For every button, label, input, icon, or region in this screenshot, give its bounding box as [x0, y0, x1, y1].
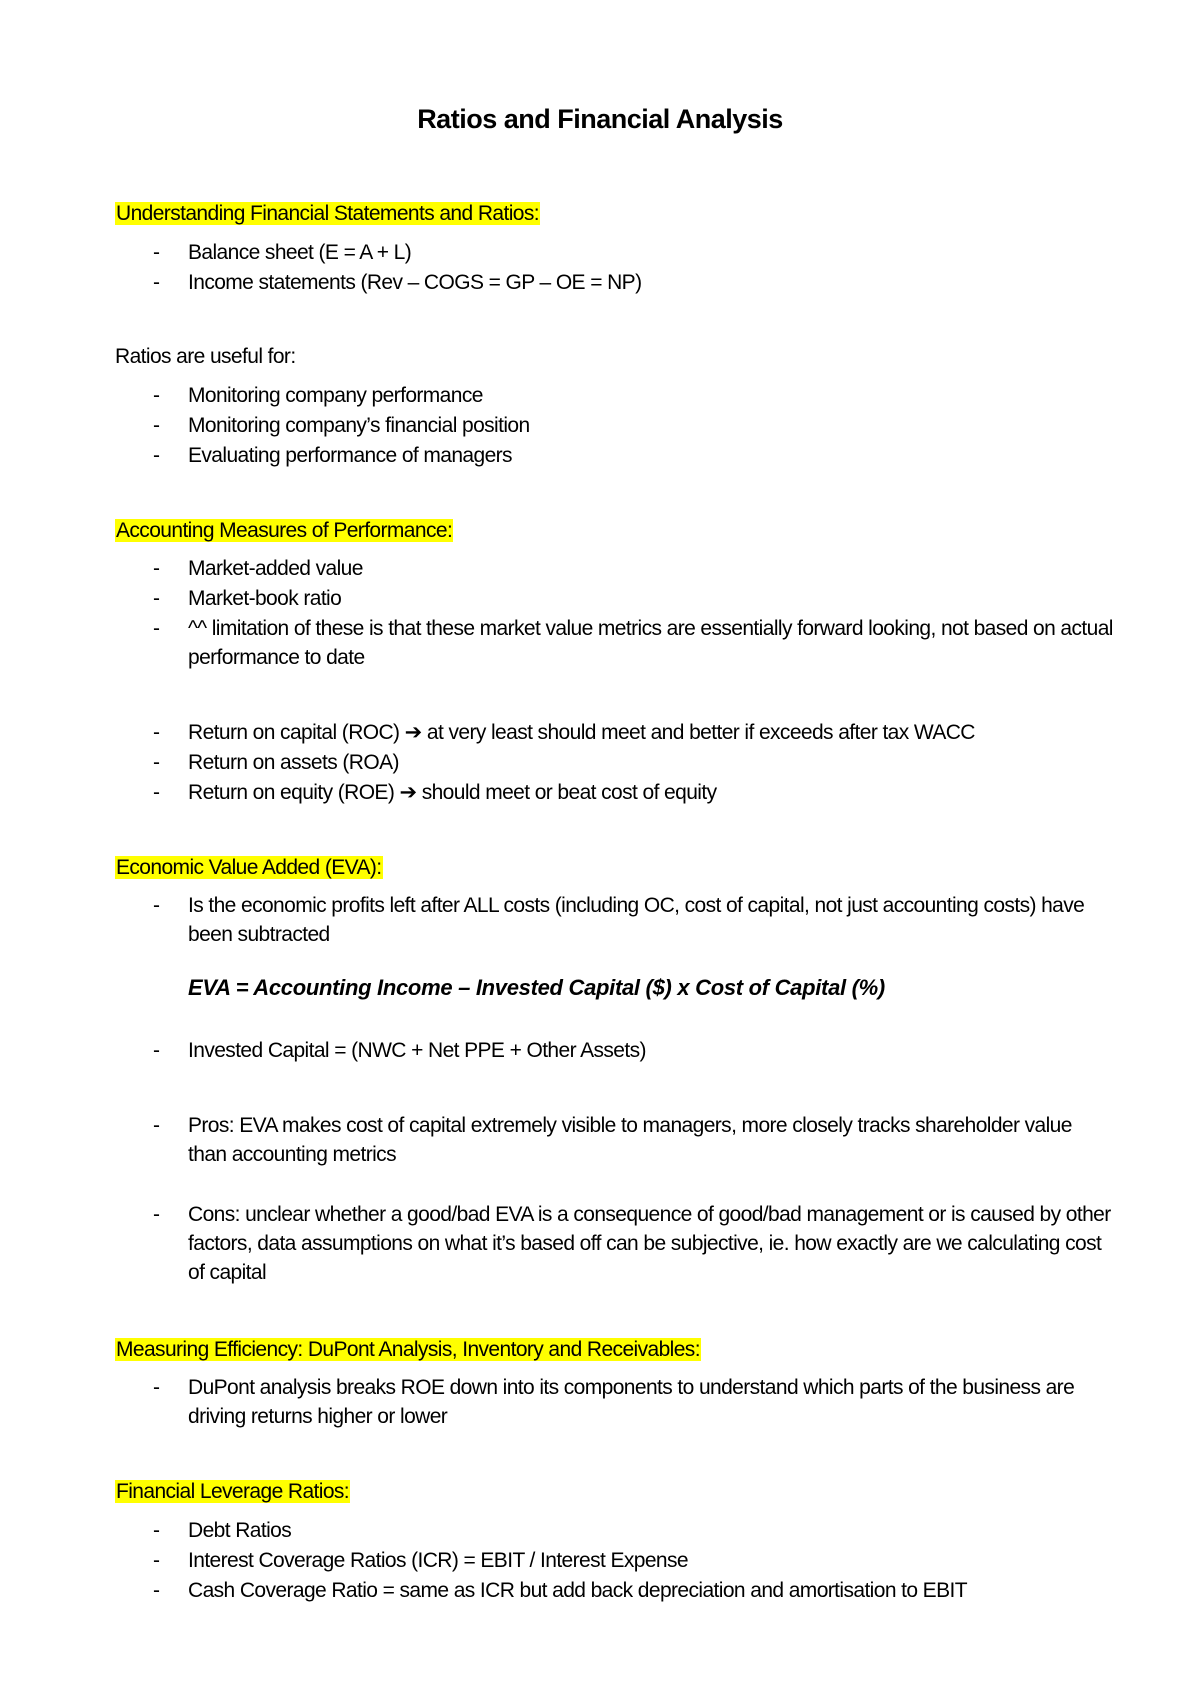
heading-accounting-measures	[115, 516, 453, 546]
list-item-text: Evaluating performance of managers	[188, 444, 512, 467]
bullet-dash: -	[153, 414, 160, 437]
highlighted-heading-text: Financial Leverage Ratios:	[116, 1480, 350, 1503]
bullet-dash: -	[153, 894, 160, 917]
list-item-text: ^^ limitation of these is that these market value metrics are essentially forward looking, not based on actual performance to date	[188, 617, 1113, 669]
bullet-dash: -	[153, 587, 160, 610]
document-title: Ratios and Financial Analysis	[417, 104, 783, 134]
ratios-useful-label: Ratios are useful for:	[115, 345, 296, 368]
highlighted-heading-text: Understanding Financial Statements and Ratios:	[116, 202, 539, 225]
bullet-dash: -	[153, 721, 160, 744]
list-item-text: Market-added value	[188, 557, 363, 580]
list-item-text: Cons: unclear whether a good/bad EVA is a consequence of good/bad management or is caused by other factors, data assumptions on what it’s based off can be subjective, ie. how exactly are we calculating cost of capital	[188, 1203, 1111, 1284]
list-item-text: Is the economic profits left after ALL costs (including OC, cost of capital, not just accounting costs) have been subtracted	[188, 894, 1085, 946]
bullet-dash: -	[153, 617, 160, 640]
bullet-dash: -	[153, 444, 160, 467]
eva-formula: EVA = Accounting Income – Invested Capital ($) x Cost of Capital (%)	[188, 975, 885, 1000]
highlighted-heading-text: Economic Value Added (EVA):	[116, 856, 382, 879]
bullet-dash: -	[153, 781, 160, 804]
bullet-dash: -	[153, 1549, 160, 1572]
list-item-text: Pros: EVA makes cost of capital extremely visible to managers, more closely tracks shareholder value than accounting metrics	[188, 1114, 1072, 1166]
heading-leverage-ratios	[115, 1477, 350, 1507]
list-item-text: Interest Coverage Ratios (ICR) = EBIT / Interest Expense	[188, 1549, 688, 1572]
heading-measuring-efficiency	[115, 1335, 701, 1365]
list-item-text: Market-book ratio	[188, 587, 342, 610]
bullet-dash: -	[153, 384, 160, 407]
list-item-text: Invested Capital = (NWC + Net PPE + Other Assets)	[188, 1039, 646, 1062]
list-item-text: Income statements (Rev – COGS = GP – OE = NP)	[188, 271, 642, 294]
bullet-dash: -	[153, 557, 160, 580]
highlighted-heading-text: Measuring Efficiency: DuPont Analysis, Inventory and Receivables:	[116, 1338, 700, 1361]
list-item-text: Return on capital (ROC) ➔ at very least should meet and better if exceeds after tax WACC	[188, 721, 975, 744]
bullet-dash: -	[153, 1519, 160, 1542]
bullet-dash: -	[153, 1203, 160, 1226]
bullet-dash: -	[153, 1376, 160, 1399]
bullet-dash: -	[153, 271, 160, 294]
heading-eva	[115, 853, 383, 883]
bullet-dash: -	[153, 751, 160, 774]
bullet-dash: -	[153, 241, 160, 264]
highlighted-heading-text: Accounting Measures of Performance:	[116, 519, 453, 542]
list-item-text: Return on equity (ROE) ➔ should meet or beat cost of equity	[188, 781, 717, 804]
list-item-text: DuPont analysis breaks ROE down into its components to understand which parts of the business are driving returns higher or lower	[188, 1376, 1075, 1428]
bullet-dash: -	[153, 1114, 160, 1137]
list-item-text: Return on assets (ROA)	[188, 751, 399, 774]
list-item-text: Balance sheet (E = A + L)	[188, 241, 412, 264]
list-item-text: Debt Ratios	[188, 1519, 292, 1542]
list-item-text: Cash Coverage Ratio = same as ICR but add back depreciation and amortisation to EBIT	[188, 1579, 967, 1602]
list-item-text: Monitoring company’s financial position	[188, 414, 530, 437]
bullet-dash: -	[153, 1039, 160, 1062]
list-item-text: Monitoring company performance	[188, 384, 483, 407]
heading-financial-statements	[115, 199, 540, 229]
bullet-dash: -	[153, 1579, 160, 1602]
